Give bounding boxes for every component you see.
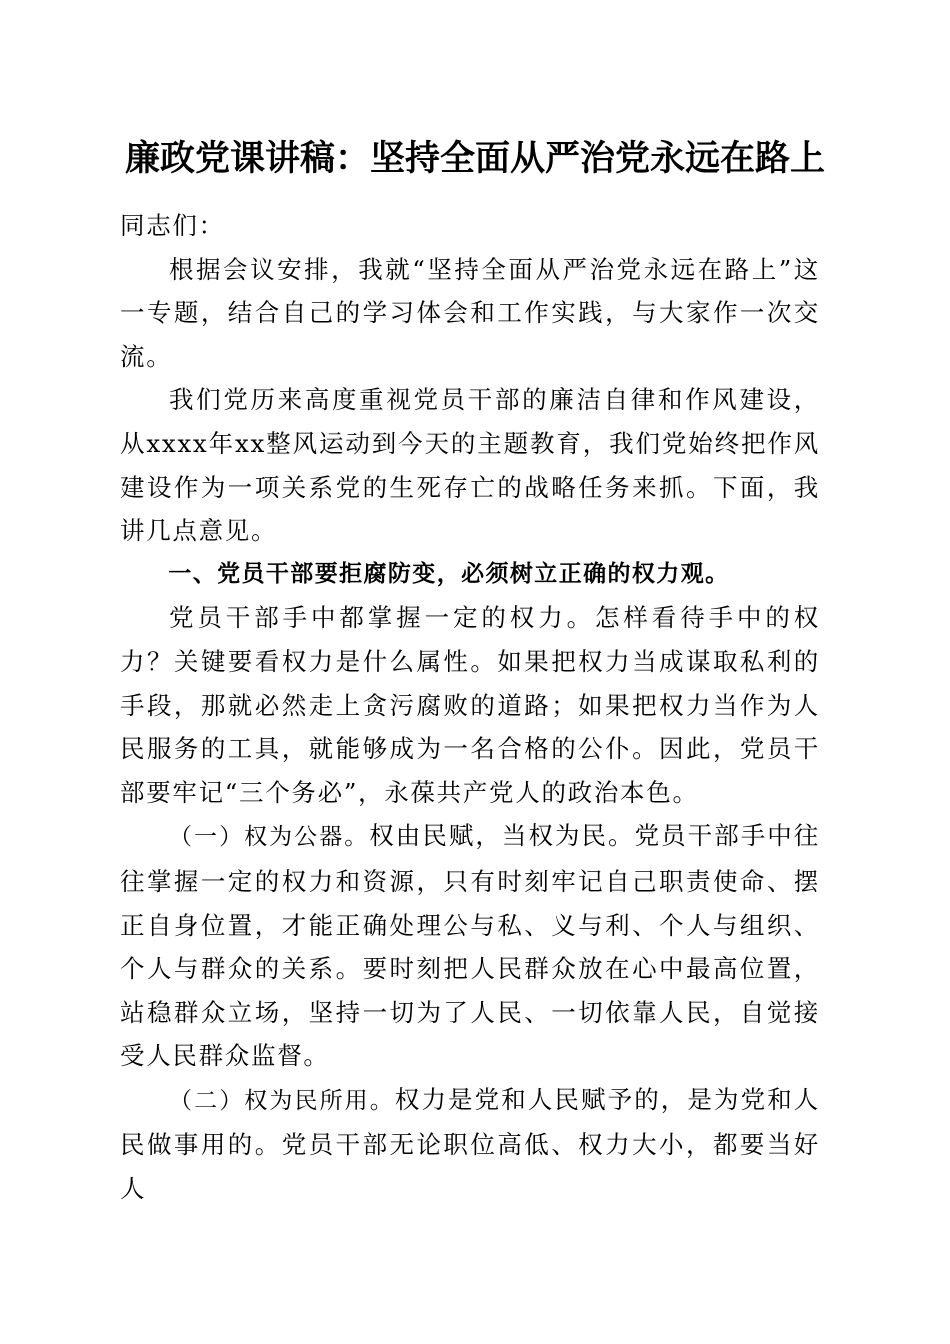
subsection-1-label: （一）权为公器。 [169,824,370,851]
subsection-2-text: 权力是党和人民赋予的，是为党和人民做事用的。党员干部无论职位高低、权力大小，都要当好人 [120,1084,820,1204]
document-title: 廉政党课讲稿：坚持全面从严治党永远在路上 [124,138,825,179]
section-heading-1: 一、党员干部要拒腐防变，必须树立正确的权力观。 [168,560,730,587]
subsection-2-label: （二）权为民所用。 [169,1087,395,1114]
paragraph-power-view: 党员干部手中都掌握一定的权力。怎样看待手中的权力？关键要看权力是什么属性。如果把权力当成谋取私利的手段，那就必然走上贪污腐败的道路；如果把权力当作为人民服务的工具，就能够成为一名合格的公仆。因此，党员干部要牢记“三个务必”，永葆共产党人的政治本色。 [120,603,820,807]
subsection-1 [120,814,820,1078]
document-body [120,204,820,1211]
subsection-1-text: 权由民赋，当权为民。党员干部手中往往掌握一定的权力和资源，只有时刻牢记自己职责使命、摆正自身位置，才能正确处理公与私、义与利、个人与组织、个人与群众的关系。要时刻把人民群众放在心中最高位置，站稳群众立场，坚持一切为了人民、一切依靠人民，自觉接受人民群众监督。 [120,821,820,1071]
paragraph-intro: 根据会议安排，我就“坚持全面从严治党永远在路上”这一专题，结合自己的学习体会和工作实践，与大家作一次交流。 [120,254,820,371]
greeting: 同志们： [120,211,225,240]
subsection-2 [120,1078,820,1211]
paragraph-history: 我们党历来高度重视党员干部的廉洁自律和作风建设，从xxxx年xx整风运动到今天的主题教育，我们党始终把作风建设作为一项关系党的生死存亡的战略任务来抓。下面，我讲几点意见。 [120,385,820,546]
